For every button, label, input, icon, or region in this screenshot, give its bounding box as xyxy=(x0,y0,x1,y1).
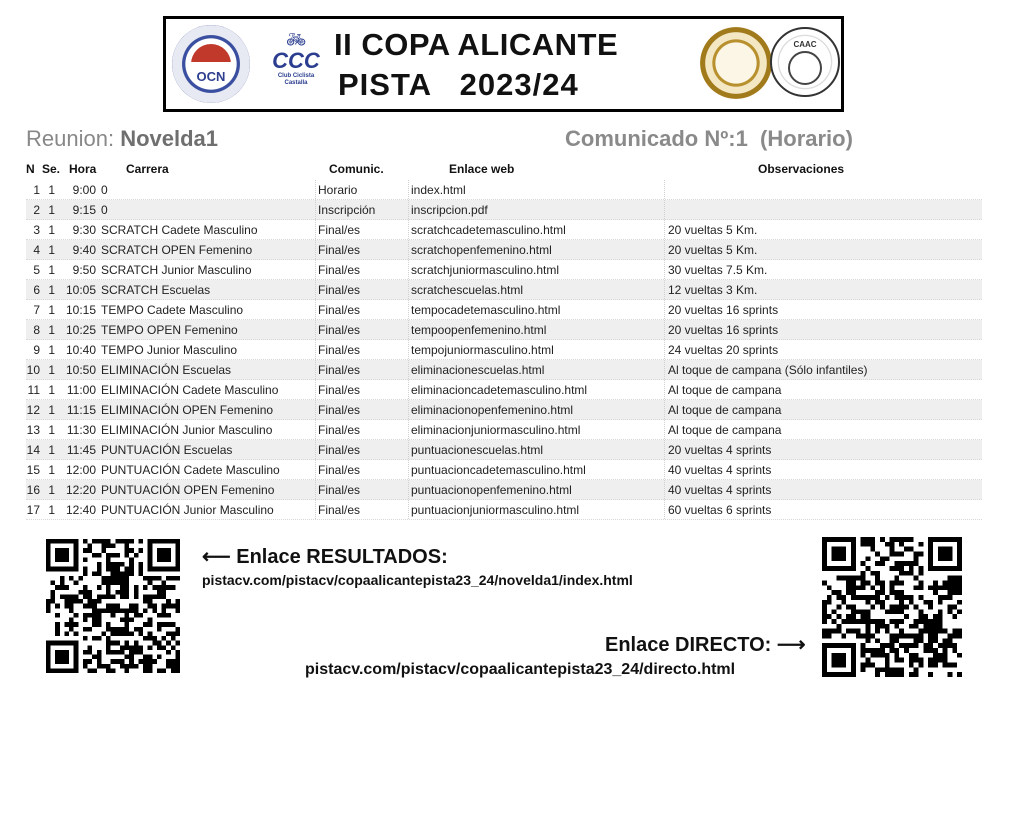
ocn-logo xyxy=(172,25,250,103)
cell-se: 1 xyxy=(48,223,55,237)
cell-hora: 12:40 xyxy=(65,503,96,517)
cell-n: 16 xyxy=(26,483,40,497)
page-title-line1: II COPA ALICANTE xyxy=(334,27,619,62)
schedule-table-body xyxy=(26,180,982,520)
table-row xyxy=(26,280,982,300)
cell-hora: 9:40 xyxy=(72,243,96,257)
table-row xyxy=(26,420,982,440)
caac-logo xyxy=(770,27,840,97)
cell-se: 1 xyxy=(48,363,55,377)
cell-se: 1 xyxy=(48,463,55,477)
cell-observaciones: 60 vueltas 6 sprints xyxy=(668,503,772,517)
direct-link-url[interactable]: pistacv.com/pistacv/copaalicantepista23_24/directo.html xyxy=(305,661,736,678)
ccc-logo-sub1: Club Ciclista xyxy=(277,73,315,79)
schedule-table-header xyxy=(26,160,982,178)
col-header-n: N xyxy=(26,162,35,176)
cell-carrera: SCRATCH OPEN Femenino xyxy=(101,243,253,257)
cell-hora: 10:50 xyxy=(65,363,96,377)
cell-carrera: 0 xyxy=(101,183,108,197)
cell-observaciones: 20 vueltas 4 sprints xyxy=(668,443,772,457)
cell-hora: 10:40 xyxy=(65,343,96,357)
col-header-observaciones: Observaciones xyxy=(758,162,845,176)
comunicado-heading: Comunicado Nº:1 (Horario) xyxy=(565,126,853,151)
cell-n: 14 xyxy=(26,443,40,457)
cell-enlace[interactable]: puntuacionopenfemenino.html xyxy=(411,483,572,497)
results-qr-code[interactable] xyxy=(46,539,180,673)
cell-carrera: PUNTUACIÓN Cadete Masculino xyxy=(101,463,280,477)
cell-n: 3 xyxy=(33,223,40,237)
direct-qr-code[interactable] xyxy=(820,537,964,677)
cell-observaciones: 20 vueltas 16 sprints xyxy=(668,303,779,317)
cell-se: 1 xyxy=(48,303,55,317)
cell-comunic: Final/es xyxy=(318,443,361,457)
reunion-label: Reunion: xyxy=(26,126,115,151)
cell-n: 11 xyxy=(27,383,40,397)
cell-comunic: Final/es xyxy=(318,323,361,337)
ocn-logo-text: OCN xyxy=(196,69,226,84)
table-row xyxy=(26,480,982,500)
cell-hora: 11:30 xyxy=(66,423,96,437)
cell-observaciones: 30 vueltas 7.5 Km. xyxy=(668,263,768,277)
results-link-url[interactable]: pistacv.com/pistacv/copaalicantepista23_24/novelda1/index.html xyxy=(202,572,633,588)
cell-hora: 10:15 xyxy=(65,303,96,317)
cell-se: 1 xyxy=(48,483,55,497)
cell-se: 1 xyxy=(48,323,55,337)
table-row xyxy=(26,400,982,420)
cell-carrera: SCRATCH Cadete Masculino xyxy=(101,223,258,237)
cell-carrera: TEMPO Junior Masculino xyxy=(101,343,238,357)
cell-hora: 12:20 xyxy=(65,483,96,497)
cell-carrera: PUNTUACIÓN Escuelas xyxy=(101,443,233,457)
table-row xyxy=(26,260,982,280)
cell-comunic: Final/es xyxy=(318,403,361,417)
cell-comunic: Final/es xyxy=(318,283,361,297)
cell-se: 1 xyxy=(48,283,55,297)
cell-enlace[interactable]: index.html xyxy=(411,183,466,197)
cell-hora: 10:25 xyxy=(65,323,96,337)
cell-se: 1 xyxy=(48,203,55,217)
cell-se: 1 xyxy=(48,443,55,457)
cell-se: 1 xyxy=(48,183,55,197)
col-header-se: Se. xyxy=(42,162,61,176)
cell-hora: 11:00 xyxy=(66,383,96,397)
cell-enlace[interactable]: eliminacionopenfemenino.html xyxy=(411,403,574,417)
cell-comunic: Final/es xyxy=(318,343,361,357)
ccc-logo-sub2: Castalla xyxy=(284,80,308,86)
cell-hora: 12:00 xyxy=(65,463,96,477)
cell-carrera: ELIMINACIÓN Escuelas xyxy=(101,363,232,377)
cell-carrera: PUNTUACIÓN OPEN Femenino xyxy=(101,483,275,497)
cell-enlace[interactable]: tempoopenfemenino.html xyxy=(411,323,547,337)
table-row xyxy=(26,500,982,520)
cell-n: 17 xyxy=(26,503,40,517)
page-title-line2: PISTA 2023/24 xyxy=(338,67,579,102)
gold-emblem-logo xyxy=(700,27,772,99)
caac-logo-text: CAAC xyxy=(793,39,817,49)
cell-comunic: Final/es xyxy=(318,223,361,237)
wheel-icon xyxy=(788,51,822,85)
table-row xyxy=(26,220,982,240)
cell-n: 2 xyxy=(33,203,40,217)
table-row xyxy=(26,380,982,400)
cell-se: 1 xyxy=(48,263,55,277)
cell-enlace[interactable]: tempojuniormasculino.html xyxy=(411,343,554,357)
cell-enlace[interactable]: tempocadetemasculino.html xyxy=(411,303,561,317)
reunion-heading xyxy=(26,126,218,152)
cell-enlace[interactable]: eliminacionjuniormasculino.html xyxy=(411,423,581,437)
cell-n: 9 xyxy=(33,343,40,357)
cell-observaciones: 20 vueltas 5 Km. xyxy=(668,223,758,237)
cell-n: 10 xyxy=(26,363,40,377)
cell-se: 1 xyxy=(48,343,55,357)
cell-enlace[interactable]: scratchjuniormasculino.html xyxy=(411,263,560,277)
cell-carrera: ELIMINACIÓN Cadete Masculino xyxy=(101,383,279,397)
direct-link-title: Enlace DIRECTO: ⟶ xyxy=(605,634,806,656)
cell-hora: 10:05 xyxy=(65,283,96,297)
cell-enlace[interactable]: puntuacionescuelas.html xyxy=(411,443,544,457)
cell-carrera: SCRATCH Escuelas xyxy=(101,283,211,297)
cell-enlace[interactable]: scratchescuelas.html xyxy=(411,283,524,297)
cell-comunic: Final/es xyxy=(318,303,361,317)
cell-n: 6 xyxy=(33,283,40,297)
cell-se: 1 xyxy=(48,503,55,517)
cell-observaciones: Al toque de campana xyxy=(668,383,782,397)
cell-comunic: Final/es xyxy=(318,483,361,497)
cell-n: 12 xyxy=(26,403,40,417)
ccc-logo-text: CCC xyxy=(272,48,320,73)
cell-observaciones: 40 vueltas 4 sprints xyxy=(668,463,772,477)
col-header-carrera: Carrera xyxy=(126,162,169,176)
cell-enlace[interactable]: puntuacioncadetemasculino.html xyxy=(411,463,586,477)
cell-comunic: Final/es xyxy=(318,463,361,477)
cell-hora: 9:15 xyxy=(72,203,96,217)
cell-se: 1 xyxy=(48,243,55,257)
cell-carrera: ELIMINACIÓN OPEN Femenino xyxy=(101,403,274,417)
cell-n: 15 xyxy=(26,463,40,477)
cell-enlace[interactable]: inscripcion.pdf xyxy=(411,203,488,217)
col-header-enlace: Enlace web xyxy=(449,162,515,176)
cell-n: 7 xyxy=(33,303,40,317)
cell-observaciones: Al toque de campana xyxy=(668,423,782,437)
cell-se: 1 xyxy=(48,423,55,437)
cell-comunic: Inscripción xyxy=(318,203,376,217)
col-header-comunic: Comunic. xyxy=(329,162,384,176)
table-row xyxy=(26,440,982,460)
cell-carrera: TEMPO Cadete Masculino xyxy=(101,303,244,317)
bicycle-icon: 🚲︎ xyxy=(285,32,307,49)
cell-se: 1 xyxy=(48,403,55,417)
cell-comunic: Final/es xyxy=(318,363,361,377)
cell-observaciones: Al toque de campana (Sólo infantiles) xyxy=(668,363,868,377)
cell-hora: 11:45 xyxy=(66,443,96,457)
cell-carrera: ELIMINACIÓN Junior Masculino xyxy=(101,423,273,437)
cell-enlace[interactable]: eliminacionescuelas.html xyxy=(411,363,545,377)
cell-n: 1 xyxy=(33,183,40,197)
cell-n: 4 xyxy=(33,243,40,257)
ccc-club-logo xyxy=(266,33,326,103)
cell-carrera: TEMPO OPEN Femenino xyxy=(101,323,238,337)
header-banner xyxy=(163,16,844,112)
results-link-title: ⟵ Enlace RESULTADOS: xyxy=(202,546,448,568)
table-row xyxy=(26,240,982,260)
cell-n: 13 xyxy=(26,423,40,437)
cell-observaciones: 24 vueltas 20 sprints xyxy=(668,343,779,357)
table-row xyxy=(26,320,982,340)
cell-hora: 9:50 xyxy=(72,263,96,277)
cell-carrera: SCRATCH Junior Masculino xyxy=(101,263,252,277)
reunion-name: Novelda1 xyxy=(120,126,219,151)
cell-observaciones: 12 vueltas 3 Km. xyxy=(668,283,758,297)
table-row xyxy=(26,340,982,360)
cell-enlace[interactable]: puntuacionjuniormasculino.html xyxy=(411,503,580,517)
table-row xyxy=(26,460,982,480)
cell-comunic: Horario xyxy=(318,183,358,197)
cell-enlace[interactable]: scratchopenfemenino.html xyxy=(411,243,552,257)
table-row xyxy=(26,360,982,380)
cell-se: 1 xyxy=(48,383,55,397)
cell-hora: 9:30 xyxy=(72,223,96,237)
cell-observaciones: 20 vueltas 5 Km. xyxy=(668,243,758,257)
cell-comunic: Final/es xyxy=(318,243,361,257)
cell-n: 8 xyxy=(33,323,40,337)
cell-observaciones: Al toque de campana xyxy=(668,403,782,417)
table-row xyxy=(26,300,982,320)
cell-observaciones: 20 vueltas 16 sprints xyxy=(668,323,779,337)
table-row xyxy=(26,180,982,200)
cell-enlace[interactable]: scratchcadetemasculino.html xyxy=(411,223,566,237)
cell-comunic: Final/es xyxy=(318,383,361,397)
cell-comunic: Final/es xyxy=(318,423,361,437)
cell-comunic: Final/es xyxy=(318,503,361,517)
cell-hora: 9:00 xyxy=(72,183,96,197)
cell-observaciones: 40 vueltas 4 sprints xyxy=(668,483,772,497)
cell-enlace[interactable]: eliminacioncadetemasculino.html xyxy=(411,383,588,397)
table-row xyxy=(26,200,982,220)
col-header-hora: Hora xyxy=(69,162,97,176)
cell-n: 5 xyxy=(33,263,40,277)
cell-hora: 11:15 xyxy=(66,403,96,417)
cell-carrera: PUNTUACIÓN Junior Masculino xyxy=(101,503,274,517)
cell-carrera: 0 xyxy=(101,203,108,217)
cell-comunic: Final/es xyxy=(318,263,361,277)
